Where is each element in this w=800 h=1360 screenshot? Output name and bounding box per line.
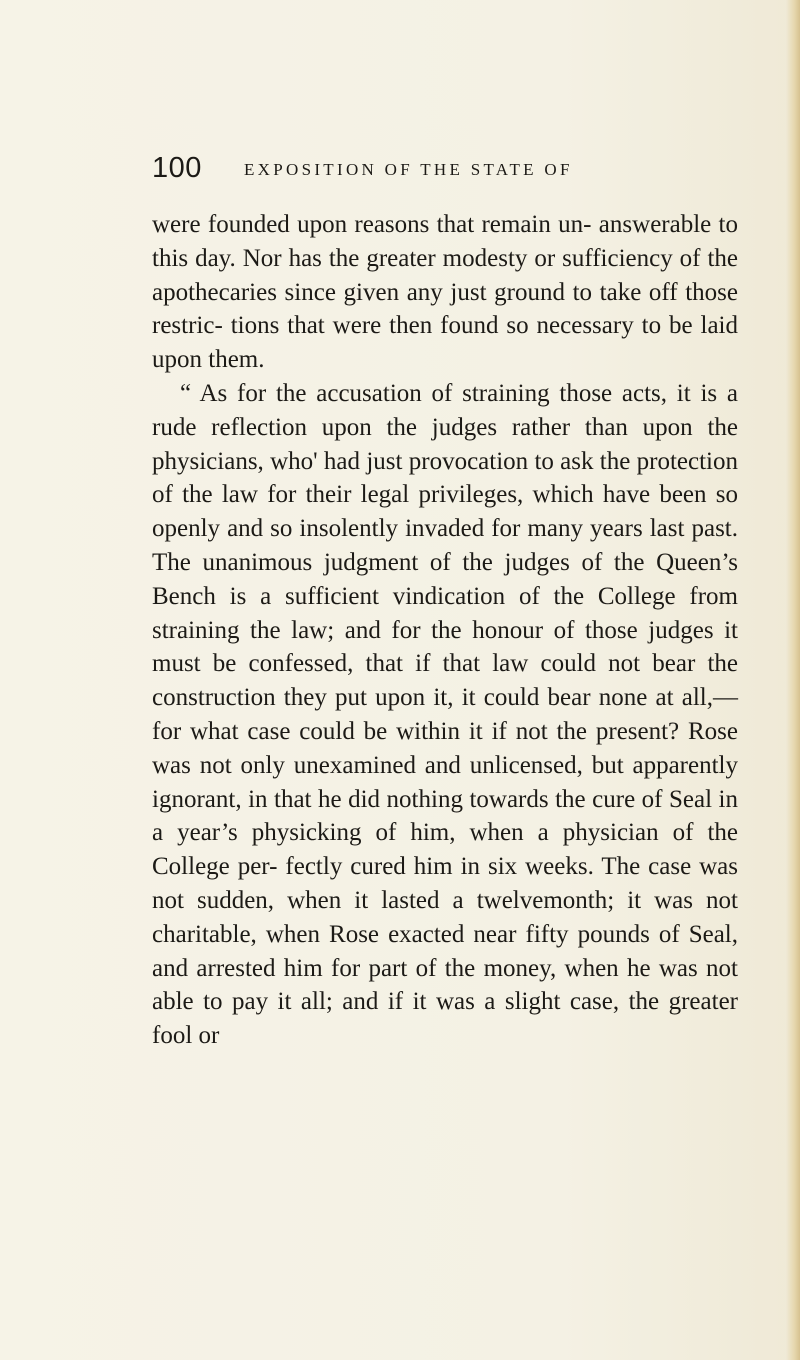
body-text (152, 208, 738, 1053)
paragraph-continuation: were founded upon reasons that remain un- answerable to this day. Nor has the greater modesty or sufficiency of the apothecaries since given any just ground to take off those restric- tions that were then found so necessary to be laid upon them. (152, 211, 738, 374)
paragraph-quotation: “ As for the accusation of straining those acts, it is a rude reflection upon the judges rather than upon the physicians, who' had just provocation to ask the protection of the law for their legal privileges, which have been so openly and so insolently invaded for many years last past. The unanimous judgment of the judges of the Queen’s Bench is a sufficient vindication of the College from straining the law; and for the honour of those judges it must be confessed, that if that law could not bear the construction they put upon it, it could bear none at all,—for what case could be within it if not the present? Rose was not only unexamined and unlicensed, but apparently ignorant, in that he did nothing towards the cure of Seal in a year’s physicking of him, when a physician of the College per- fectly cured him in six weeks. The case was not sudden, when it lasted a twelvemonth; it was not charitable, when Rose exacted near fifty pounds of Seal, and arrested him for part of the money, when he was not able to pay it all; and if it was a slight case, the greater fool or (152, 379, 738, 1050)
running-head (152, 152, 712, 192)
running-title: EXPOSITION OF THE STATE OF (244, 160, 573, 179)
page-number: 100 (152, 152, 202, 184)
page-edge-shading (786, 0, 800, 1360)
